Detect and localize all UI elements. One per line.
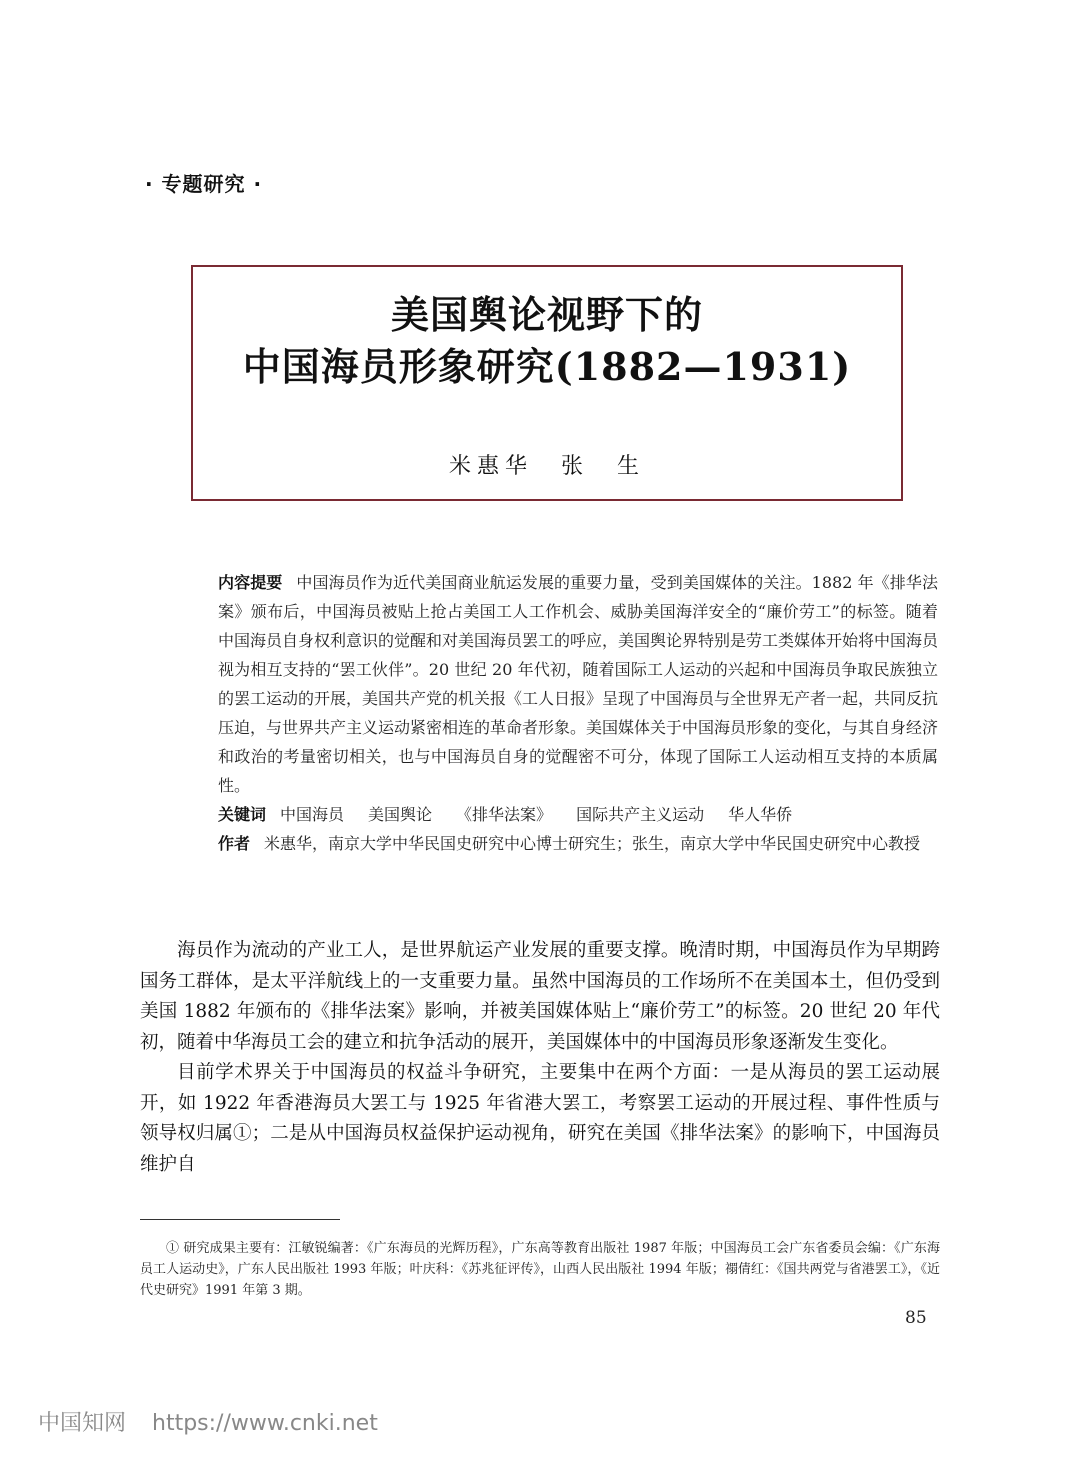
abstract-text: 中国海员作为近代美国商业航运发展的重要力量，受到美国媒体的关注。1882 年《排华法案》颁布后，中国海员被贴上抢占美国工人工作机会、威胁美国海洋安全的“廉价劳工”的标签。随着中国海员自身权利意识的觉醒和对美国海员罢工的呼应，美国舆论界特别是劳工类媒体开始将中国海员视为相互支持的“罢工伙伴”。20 世纪 20 年代初，随着国际工人运动的兴起和中国海员争取民族独立的罢工运动的开展，美国共产党的机关报《工人日报》呈现了中国海员与全世界无产者一起，共同反抗压迫，与世界共产主义运动紧密相连的革命者形象。美国媒体关于中国海员形象的变化，与其自身经济和政治的考量密切相关，也与中国海员自身的觉醒密不可分，体现了国际工人运动相互支持的本质属性。: [218, 573, 939, 795]
keyword: 华人华侨: [728, 805, 793, 824]
footnote: ① 研究成果主要有：江敏锐编著：《广东海员的光辉历程》，广东高等教育出版社 1987 年版；中国海员工会广东省委员会编：《广东海员工人运动史》，广东人民出版社 1993 年版；叶庆科：《苏兆征评传》，山西人民出版社 1994 年版；禤倩红：《国共两党与省港罢工》，《近代史研究》1991 年第 3 期。: [140, 1241, 940, 1298]
abstract-label: 内容提要: [218, 573, 283, 592]
keyword: 美国舆论: [368, 805, 433, 824]
article-authors: 米惠华 张 生: [448, 454, 645, 479]
cnki-watermark: [38, 1406, 378, 1437]
article-title-line2: 中国海员形象研究(1882—1931): [242, 344, 852, 389]
abstract-paragraph: [218, 568, 938, 800]
keyword: 中国海员: [280, 805, 345, 824]
abstract-section: [218, 568, 938, 858]
page-number: 85: [905, 1308, 927, 1328]
author-label: 作者: [218, 834, 251, 853]
author-info-text: 米惠华，南京大学中华民国史研究中心博士研究生；张生，南京大学中华民国史研究中心教授: [264, 834, 921, 853]
body-paragraph: 海员作为流动的产业工人，是世界航运产业发展的重要支撑。晚清时期，中国海员作为早期跨国务工群体，是太平洋航线上的一支重要力量。虽然中国海员的工作场所不在美国本土，但仍受到美国 1882 年颁布的《排华法案》影响，并被美国媒体贴上“廉价劳工”的标签。20 世纪 20 年代初，随着中华海员工会的建立和抗争活动的展开，美国媒体中的中国海员形象逐渐发生变化。: [140, 940, 940, 1053]
cnki-logo-text: 中国知网: [38, 1411, 127, 1436]
author-info-line: [218, 829, 938, 858]
section-tag: · 专题研究 ·: [145, 172, 263, 196]
keyword: 国际共产主义运动: [576, 805, 705, 824]
article-title-line1: 美国舆论视野下的: [390, 292, 703, 337]
footnote-divider: [140, 1219, 340, 1220]
cnki-url: https://www.cnki.net: [152, 1411, 378, 1436]
body-paragraph: 目前学术界关于中国海员的权益斗争研究，主要集中在两个方面：一是从海员的罢工运动展开，如 1922 年香港海员大罢工与 1925 年省港大罢工，考察罢工运动的开展过程、事件性质与领导权归属①；二是从中国海员权益保护运动视角，研究在美国《排华法案》的影响下，中国海员维护自: [140, 1062, 940, 1175]
title-box: [191, 265, 903, 501]
keywords-line: [218, 800, 938, 829]
keyword: 《排华法案》: [456, 805, 553, 824]
body-text: [140, 936, 940, 1180]
keywords-label: 关键词: [218, 805, 267, 824]
